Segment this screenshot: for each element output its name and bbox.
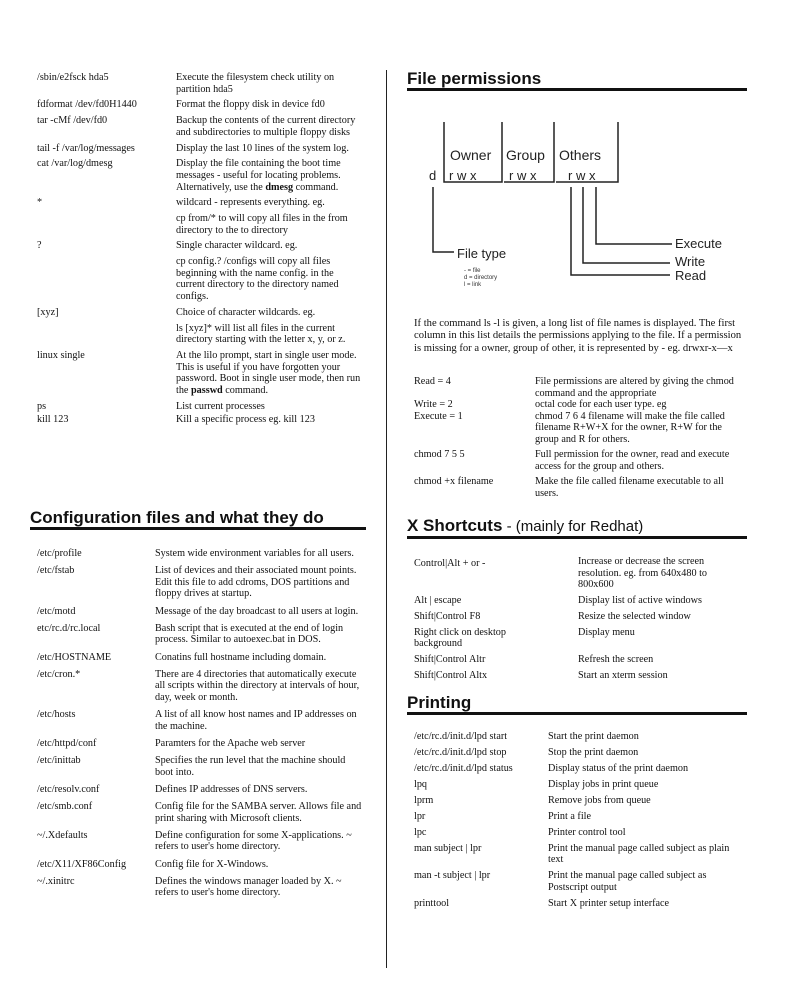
config-row: [37, 830, 362, 853]
group-label: Group: [506, 147, 545, 163]
command-name: fdformat /dev/fd0H1440: [37, 99, 137, 111]
printing-command: /etc/rc.d/init.d/lpd stop: [414, 746, 507, 758]
file-type-line: [433, 187, 454, 252]
config-file: /etc/resolv.conf: [37, 783, 100, 795]
permissions-title-text: File permissions: [407, 69, 542, 88]
command-name: tar -cMf /dev/fd0: [37, 115, 108, 127]
command-row: [37, 72, 362, 95]
shortcut-desc: Display list of active windows: [578, 594, 702, 606]
legend-link: l = link: [464, 282, 482, 288]
command-desc-bold: passwd: [191, 384, 223, 396]
config-row: [37, 565, 362, 600]
shortcut-row: [414, 595, 740, 607]
command-name: [37, 323, 176, 346]
printing-desc: Print the manual page called subject as Postscript output: [548, 870, 707, 894]
printing-desc: Print a file: [548, 810, 592, 822]
file-type-label: File type: [457, 246, 507, 261]
printing-command: lpr: [414, 810, 426, 822]
config-desc: Define configuration for some X-applications. ~ refers to user's home directory.: [155, 829, 352, 853]
printing-desc: Printer control tool: [548, 826, 626, 838]
command-desc: ls [xyz]* will list all files in the current directory starting with the letter x, y, or z.: [176, 322, 346, 346]
config-desc: System wide environment variables for all users.: [155, 548, 354, 559]
command-row: [37, 213, 362, 236]
printing-row: [414, 843, 740, 866]
command-desc: Kill a specific process eg. kill 123: [176, 414, 315, 426]
command-name: [37, 213, 176, 236]
command-desc: [176, 350, 362, 396]
printing-row: [414, 827, 740, 839]
config-desc: Specifies the run level that the machine should boot into.: [155, 755, 346, 778]
permissions-section-title: [407, 69, 747, 91]
xshortcuts-subtitle: - (mainly for Redhat): [502, 518, 644, 535]
command-desc-text: command.: [293, 181, 339, 193]
config-row: [37, 876, 362, 899]
config-list: [37, 548, 362, 905]
command-desc: [176, 158, 362, 193]
shortcut-row: [414, 670, 740, 682]
read-label: Read: [675, 268, 707, 283]
config-row: [37, 859, 362, 871]
config-desc: Config file for X-Windows.: [155, 858, 269, 870]
printing-command: /etc/rc.d/init.d/lpd start: [414, 731, 508, 742]
printing-command: lpq: [414, 778, 428, 790]
printing-row: [414, 779, 740, 791]
config-desc: There are 4 directories that automatically execute all scripts within the directory at intervals of hour, day, week or month.: [155, 668, 360, 703]
permissions-value: Make the file called filename executable to all users.: [535, 476, 724, 499]
column-divider: [386, 70, 387, 968]
printing-section-title: [407, 693, 747, 715]
config-row: [37, 548, 362, 560]
config-row: [37, 755, 362, 778]
config-row: [37, 623, 362, 646]
config-desc: List of devices and their associated mount points. Edit this file to add cdroms, DOS partitions and floppy drives at startup.: [155, 565, 357, 600]
config-desc: Defines the windows manager loaded by X. ~ refers to user's home directory.: [155, 875, 342, 899]
others-rwx: r w x: [568, 168, 596, 183]
command-row: [37, 158, 362, 193]
config-file: /etc/inittab: [37, 755, 81, 767]
config-row: [37, 784, 362, 796]
command-name: linux single: [37, 349, 85, 361]
permissions-value: File permissions are altered by giving the chmod command and the appropriate: [535, 376, 734, 399]
xshortcuts-title-text: X Shortcuts: [407, 516, 503, 535]
shortcut-row: [414, 556, 740, 591]
config-desc: Message of the day broadcast to all users at login.: [155, 605, 359, 617]
command-desc: cp config.? /configs will copy all files beginning with the name config. in the current directory to the directory named configs.: [176, 256, 339, 302]
permissions-table: [414, 376, 740, 503]
command-desc: Backup the contents of the current directory and subdirectories to multiple floppy disks: [176, 115, 356, 138]
config-title-text: Configuration files and what they do: [30, 508, 324, 527]
shortcut-desc: Resize the selected window: [578, 610, 691, 622]
config-desc: Defines IP addresses of DNS servers.: [155, 783, 308, 795]
group-rwx: r w x: [509, 168, 537, 183]
printing-command: lprm: [414, 794, 434, 806]
legend-file: - = file: [464, 268, 481, 274]
config-desc: Bash script that is executed at the end of login process. Similar to autoexec.bat in DOS.: [155, 622, 344, 646]
permissions-value: octal code for each user type. eg: [535, 399, 667, 411]
command-desc: Execute the filesystem check utility on partition hda5: [176, 72, 335, 95]
command-row: [37, 143, 362, 155]
command-name: ?: [37, 240, 42, 252]
printing-row: [414, 731, 740, 743]
shortcut-desc: Display menu: [578, 626, 635, 638]
command-desc: Single character wildcard. eg.: [176, 240, 298, 252]
config-row: [37, 652, 362, 664]
printing-desc: Remove jobs from queue: [548, 794, 651, 806]
command-name: cat /var/log/dmesg: [37, 158, 113, 170]
permissions-diagram: [414, 112, 744, 312]
printing-command: printtool: [414, 898, 450, 910]
printing-row: [414, 870, 740, 893]
command-row: [37, 307, 362, 319]
printing-command: man subject | lpr: [414, 842, 482, 854]
printing-row: [414, 763, 740, 775]
command-desc: Format the floppy disk in device fd0: [176, 99, 325, 111]
command-row: [37, 401, 362, 413]
shortcut-desc: Start an xterm session: [578, 669, 668, 681]
permissions-key: Execute = 1: [414, 410, 463, 422]
permissions-intro: If the command ls -l is given, a long list of file names is displayed. The first column in this list details the permissions applying to the file. If a permission is missing for a owner, group of other, it is represented by - eg. drwxr-x—x: [414, 318, 742, 354]
config-file: etc/rc.d/rc.local: [37, 622, 101, 634]
xshortcuts-list: [414, 556, 740, 685]
shortcut-key: Shift|Control Altr: [414, 653, 486, 665]
command-row: [37, 256, 362, 302]
command-desc: cp from/* to will copy all files in the from directory to the to directory: [176, 213, 348, 236]
printing-command: /etc/rc.d/init.d/lpd status: [414, 762, 513, 774]
config-desc: Conatins full hostname including domain.: [155, 651, 327, 663]
printing-row: [414, 747, 740, 759]
shortcut-key: Right click on desktop background: [414, 626, 506, 650]
command-row: [37, 115, 362, 138]
permissions-key: chmod +x filename: [414, 476, 494, 488]
command-name: tail -f /var/log/messages: [37, 142, 135, 154]
printing-command: lpc: [414, 826, 427, 838]
permissions-value: chmod 7 6 4 filename will make the file called filename R+W+X for the owner, R+W for the group and R for others.: [535, 410, 725, 445]
printing-desc: Start X printer setup interface: [548, 898, 670, 910]
command-desc-bold: dmesg: [265, 181, 294, 193]
config-file: /etc/httpd/conf: [37, 737, 97, 749]
config-file: /etc/smb.conf: [37, 801, 93, 813]
config-desc: A list of all know host names and IP addresses on the machine.: [155, 709, 357, 732]
command-name: [xyz]: [37, 306, 59, 318]
command-name: kill 123: [37, 414, 69, 426]
command-row: [37, 99, 362, 111]
command-row: [37, 350, 362, 396]
xshortcuts-section-title: [407, 516, 747, 539]
shortcut-row: [414, 654, 740, 666]
permissions-key: chmod 7 5 5: [414, 449, 465, 461]
command-name: /sbin/e2fsck hda5: [37, 72, 109, 83]
owner-label: Owner: [450, 147, 492, 163]
config-file: /etc/cron.*: [37, 668, 81, 680]
permissions-key: Write = 2: [414, 399, 453, 411]
config-file: /etc/HOSTNAME: [37, 651, 112, 663]
config-desc: Paramters for the Apache web server: [155, 737, 306, 749]
permissions-row: [414, 411, 740, 446]
permissions-row: [414, 449, 740, 472]
printing-desc: Print the manual page called subject as plain text: [548, 842, 730, 866]
config-desc: Config file for the SAMBA server. Allows file and print sharing with Microsoft clients.: [155, 801, 362, 824]
owner-rwx: r w x: [449, 168, 477, 183]
config-row: [37, 738, 362, 750]
printing-desc: Start the print daemon: [548, 731, 639, 742]
config-row: [37, 801, 362, 824]
shortcut-key: Shift|Control F8: [414, 610, 481, 622]
execute-line: [596, 187, 672, 244]
command-name: ps: [37, 400, 47, 412]
config-file: /etc/hosts: [37, 709, 76, 721]
permissions-key: Read = 4: [414, 376, 451, 387]
command-desc: List current processes: [176, 400, 265, 412]
command-desc: wildcard - represents everything. eg.: [176, 197, 325, 209]
printing-list: [414, 731, 740, 914]
command-desc-text: Display the file containing the boot time messages - useful for locating problems. Alternatively, use the: [176, 158, 341, 193]
printing-row: [414, 811, 740, 823]
shortcut-key: Shift|Control Altx: [414, 669, 488, 681]
shortcut-row: [414, 627, 740, 650]
config-file: ~/.xinitrc: [37, 875, 75, 887]
command-name: [37, 256, 176, 302]
config-file: /etc/X11/XF86Config: [37, 858, 127, 870]
shortcut-key: Control|Alt + or -: [414, 558, 486, 569]
config-file: ~/.Xdefaults: [37, 829, 88, 841]
config-row: [37, 709, 362, 732]
config-file: /etc/profile: [37, 548, 82, 559]
command-row: [37, 414, 362, 426]
printing-row: [414, 898, 740, 910]
printing-desc: Display jobs in print queue: [548, 778, 659, 790]
shortcut-desc: Increase or decrease the screen resolution. eg. from 640x480 to 800x600: [578, 556, 708, 591]
execute-label: Execute: [675, 236, 722, 251]
bracket-line: [444, 122, 446, 182]
shortcut-key: Alt | escape: [414, 594, 462, 606]
printing-desc: Display status of the print daemon: [548, 762, 689, 774]
shortcut-row: [414, 611, 740, 623]
permissions-row: [414, 399, 740, 411]
command-list: [37, 72, 362, 430]
command-desc: Display the last 10 lines of the system log.: [176, 142, 349, 154]
command-row: [37, 197, 362, 209]
config-file: /etc/fstab: [37, 565, 75, 577]
command-desc-text: At the lilo prompt, start in single user mode. This is useful if you have forgotten your password. Boot in single user mode, then run the: [176, 349, 361, 396]
printing-desc: Stop the print daemon: [548, 746, 639, 758]
config-section-title: [30, 508, 366, 530]
config-row: [37, 669, 362, 704]
command-desc-text: command.: [222, 384, 268, 396]
printing-row: [414, 795, 740, 807]
read-line: [571, 187, 670, 275]
shortcut-desc: Refresh the screen: [578, 653, 654, 665]
command-row: [37, 240, 362, 252]
command-name: *: [37, 197, 43, 209]
permissions-row: [414, 376, 740, 399]
command-desc: Choice of character wildcards. eg.: [176, 306, 316, 318]
command-row: [37, 323, 362, 346]
write-label: Write: [675, 254, 706, 269]
permissions-row: [414, 476, 740, 499]
permissions-value: Full permission for the owner, read and execute access for the group and others.: [535, 449, 730, 472]
config-file: /etc/motd: [37, 605, 76, 617]
config-row: [37, 606, 362, 618]
legend-directory: d = directory: [464, 275, 498, 281]
others-label: Others: [559, 147, 602, 163]
dir-flag: d: [429, 168, 437, 183]
printing-title-text: Printing: [407, 693, 472, 712]
printing-command: man -t subject | lpr: [414, 870, 491, 882]
